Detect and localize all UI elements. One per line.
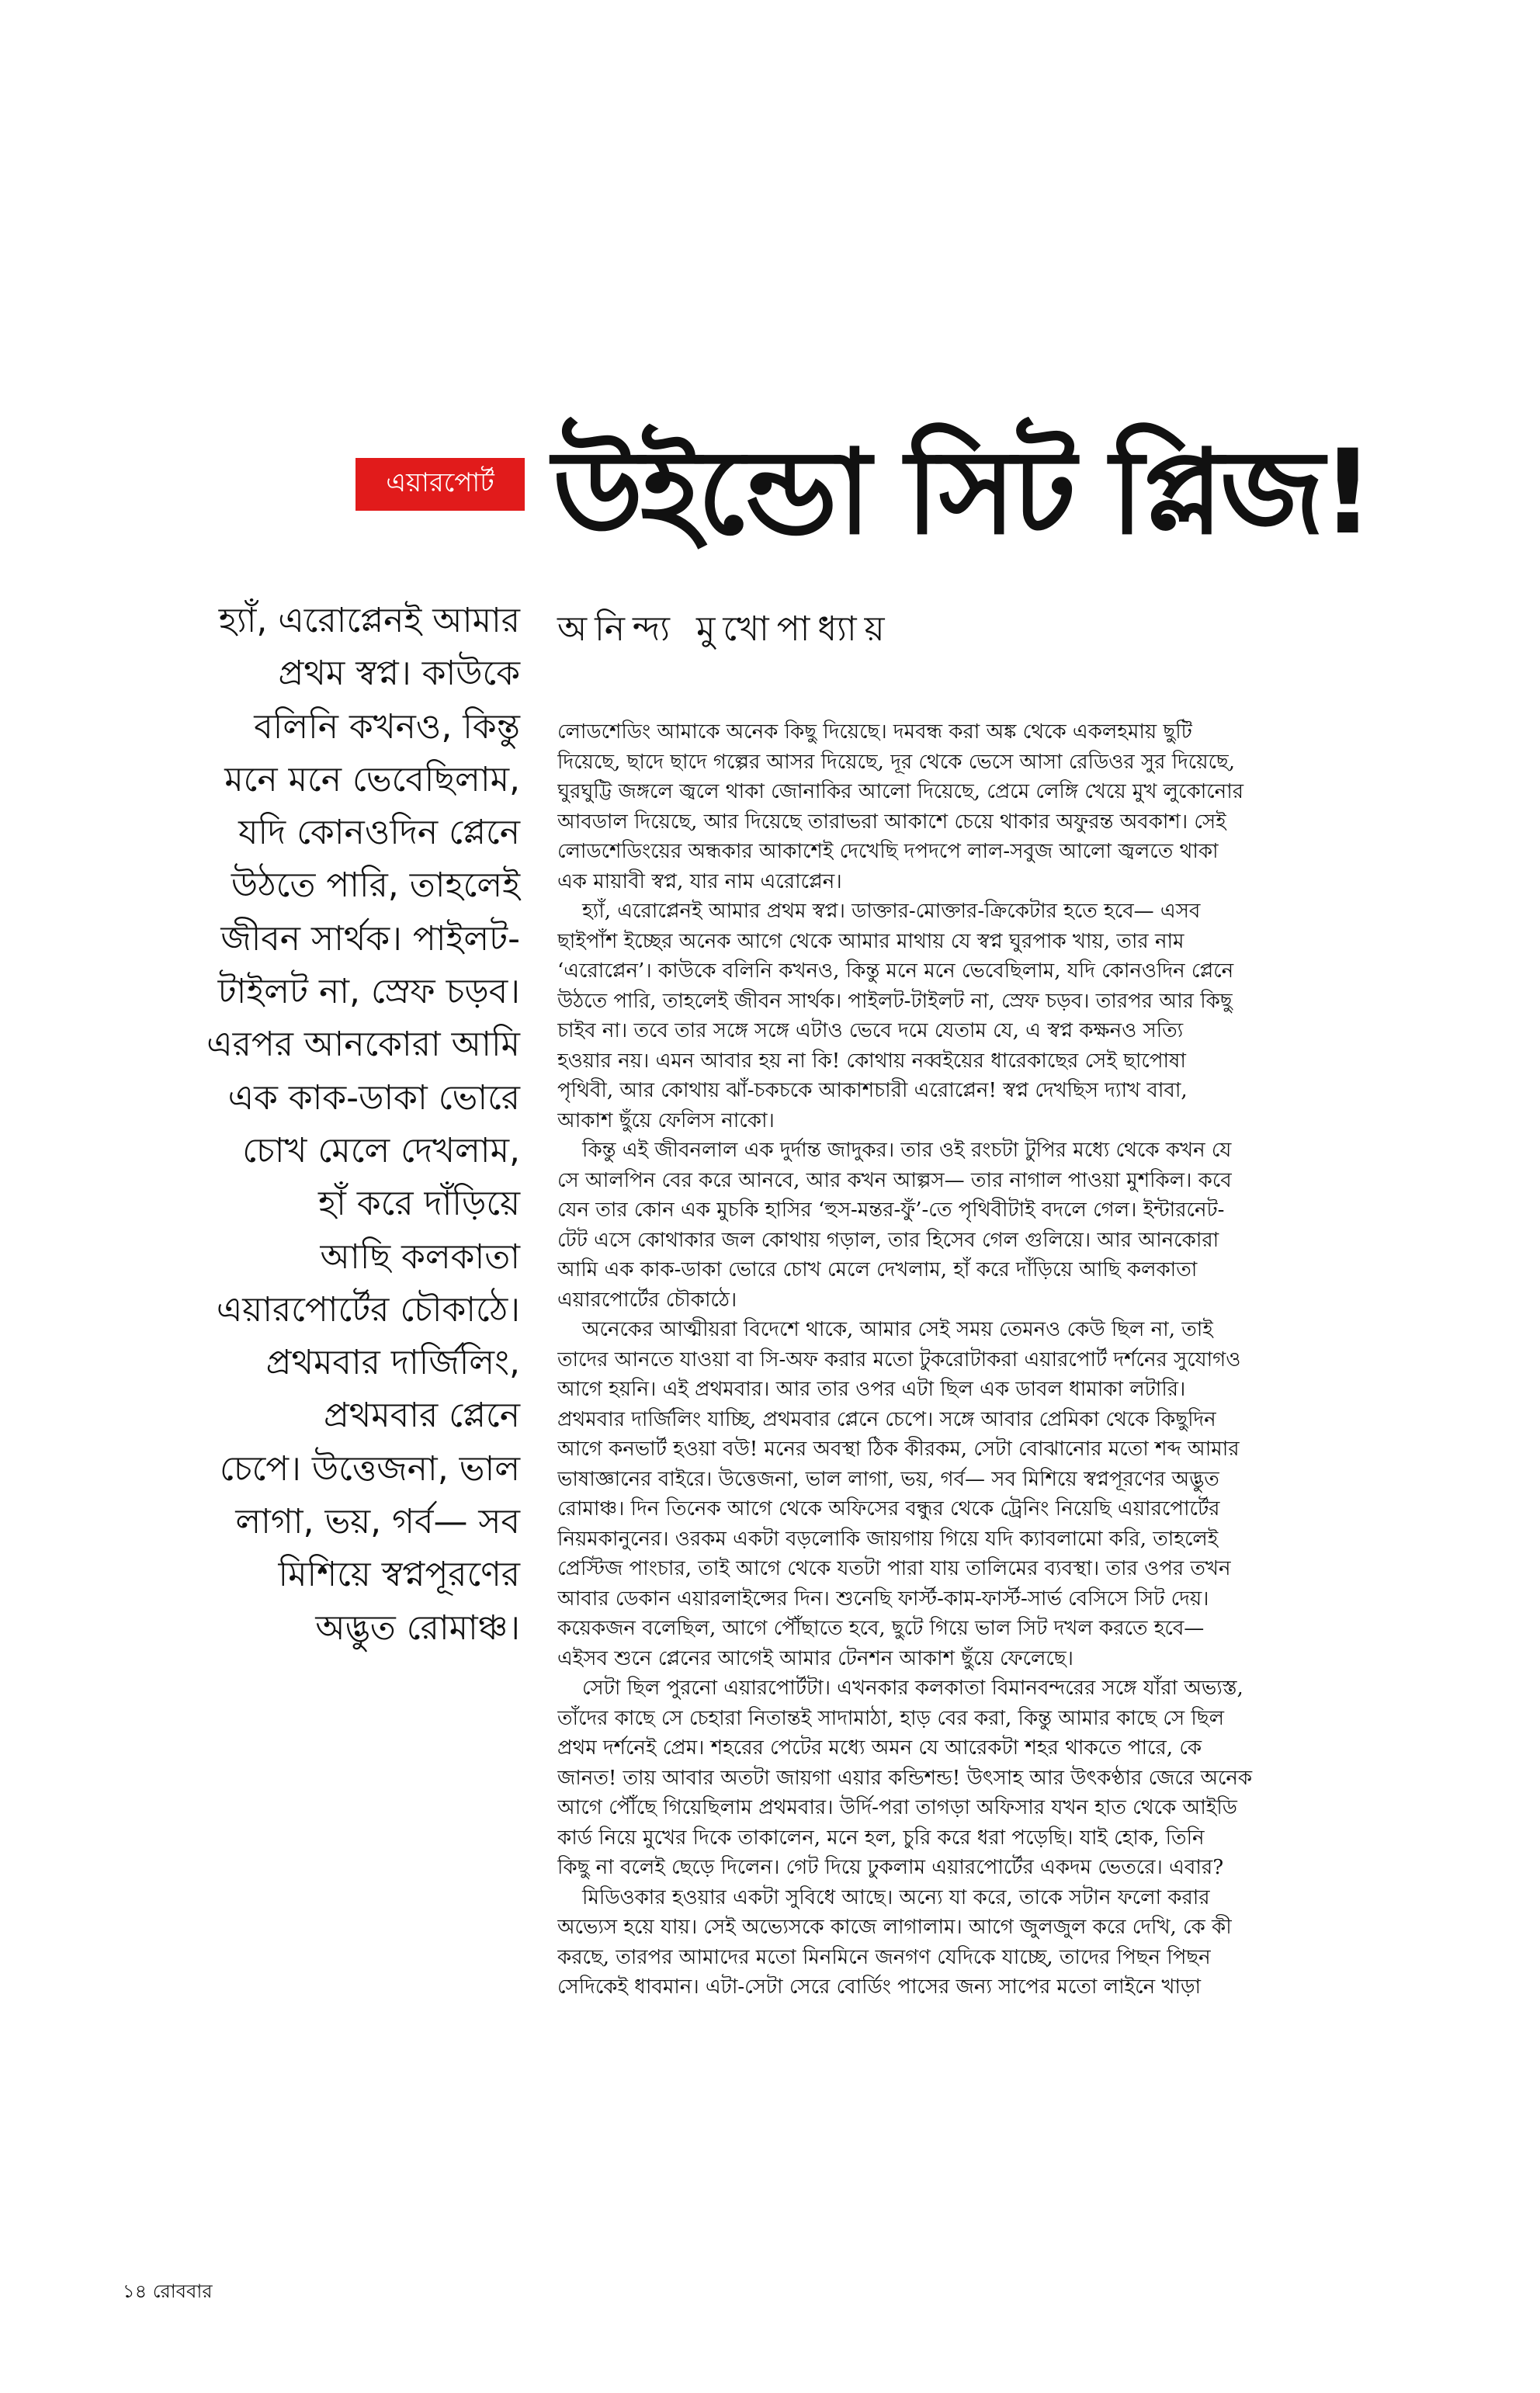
pull-quote-line: টাইলট না, স্রেফ চড়ব।: [217, 972, 520, 1012]
article-line: কিন্তু এই জীবনলাল এক দুর্দান্ত জাদুকর। তার ওই রংচটা টুপির মধ্যে থেকে কখন যে: [582, 1139, 1232, 1162]
article-line: টেট এসে কোথাকার জল কোথায় গড়াল, তার হিসেব গেল গুলিয়ে। আর আনকোরা: [557, 1228, 1219, 1252]
pull-quote-line: আছি কলকাতা: [320, 1236, 520, 1277]
article-line: আগে কনভার্ট হওয়া বউ! মনের অবস্থা ঠিক কীরকম, সেটা বোঝানোর মতো শব্দ আমার: [557, 1438, 1240, 1461]
article-line: প্রথমবার দার্জিলিং যাচ্ছি, প্রথমবার প্লেনে চেপে। সঙ্গে আবার প্রেমিকা থেকে কিছুদিন: [557, 1407, 1216, 1431]
pull-quote-line: হাঁ করে দাঁড়িয়ে: [318, 1184, 520, 1224]
pull-quote-line: হ্যাঁ, এরোপ্লেনই আমার: [218, 601, 520, 640]
byline: অনিন্দ্য মুখোপাধ্যায়: [557, 609, 893, 649]
article-line: তাঁদের কাছে সে চেহারা নিতান্তই সাদামাঠা, হাড় বের করা, কিন্তু আমার কাছে সে ছিল: [557, 1706, 1224, 1730]
article-line: লোডশেডিংয়ের অন্ধকার আকাশেই দেখেছি দপদপে লাল-সবুজ আলো জ্বলতে থাকা: [557, 840, 1219, 863]
article-line: আগে পৌঁছে গিয়েছিলাম প্রথমবার। উর্দি-পরা তাগড়া অফিসার যখন হাত থেকে আইডি: [557, 1796, 1237, 1819]
page-folio: ১৪ রোববার: [123, 2280, 213, 2302]
article-line: কিছু না বলেই ছেড়ে দিলেন। গেট দিয়ে ঢুকলাম এয়ারপোর্টের একদম ভেতরে। এবার?: [557, 1856, 1224, 1879]
article-line: করছে, তারপর আমাদের মতো মিনমিনে জনগণ যেদিকে যাচ্ছে, তাদের পিছন পিছন: [557, 1945, 1211, 1969]
article-line: অনেকের আত্মীয়রা বিদেশে থাকে, আমার সেই সময় তেমনও কেউ ছিল না, তাই: [582, 1318, 1213, 1341]
article-line: প্রেস্টিজ পাংচার, তাই আগে থেকে যতটা পারা যায় তালিমের ব্যবস্থা। তার ওপর তখন: [557, 1557, 1231, 1580]
article-line: জানত! তায় আবার অতটা জায়গা এয়ার কন্ডিশন্ড! উৎসাহ আর উৎকণ্ঠার জেরে অনেক: [557, 1766, 1253, 1790]
article-line: এক মায়াবী স্বপ্ন, যার নাম এরোপ্লেন।: [557, 869, 842, 893]
article-line: সেটা ছিল পুরনো এয়ারপোর্টটা। এখনকার কলকাতা বিমানবন্দরের সঙ্গে যাঁরা অভ্যস্ত,: [582, 1677, 1243, 1700]
article-line: হ্যাঁ, এরোপ্লেনই আমার প্রথম স্বপ্ন। ডাক্তার-মোক্তার-ক্রিকেটার হতে হবে— এসব: [582, 900, 1201, 923]
article-line: সে আলপিন বের করে আনবে, আর কখন আল্পস— তার নাগাল পাওয়া মুশকিল। কবে: [557, 1168, 1232, 1192]
pull-quote-line: প্রথমবার দার্জিলিং,: [265, 1343, 520, 1383]
pull-quote-line: লাগা, ভয়, গর্ব— সব: [235, 1502, 520, 1542]
article-line: সেদিকেই ধাবমান। এটা-সেটা সেরে বোর্ডিং পাসের জন্য সাপের মতো লাইনে খাড়া: [557, 1975, 1202, 1999]
article-line: আকাশ ছুঁয়ে ফেলিস নাকো।: [557, 1108, 775, 1132]
article-line: চাইব না। তবে তার সঙ্গে সঙ্গে এটাও ভেবে দমে যেতাম যে, এ স্বপ্ন কক্ষনও সত্যি: [557, 1019, 1184, 1042]
pull-quote-line: চেপে। উত্তেজনা, ভাল: [220, 1448, 520, 1489]
article-line: ভাষাজ্ঞানের বাইরে। উত্তেজনা, ভাল লাগা, ভয়, গর্ব— সব মিশিয়ে স্বপ্নপূরণের অদ্ভুত: [557, 1467, 1219, 1491]
article-line: মিডিওকার হওয়ার একটা সুবিধে আছে। অন্যে যা করে, তাকে সটান ফলো করার: [582, 1885, 1210, 1909]
pull-quote-line: মিশিয়ে স্বপ্নপূরণের: [278, 1555, 520, 1595]
article-line: এয়ারপোর্টের চৌকাঠে।: [557, 1288, 737, 1312]
section-tag: এয়ারপোর্ট: [356, 458, 525, 511]
article-line: পৃথিবী, আর কোথায় ঝাঁ-চকচকে আকাশচারী এরোপ্লেন! স্বপ্ন দেখছিস দ্যাখ বাবা,: [557, 1079, 1188, 1102]
article-line: উঠতে পারি, তাহলেই জীবন সার্থক। পাইলট-টাইলট না, স্রেফ চড়ব। তারপর আর কিছু: [557, 989, 1233, 1013]
pull-quote-line: প্রথম স্বপ্ন। কাউকে: [278, 654, 520, 694]
article-line: কার্ড নিয়ে মুখের দিকে তাকালেন, মনে হল, চুরি করে ধরা পড়েছি। যাই হোক, তিনি: [557, 1826, 1205, 1850]
article-line: প্রথম দর্শনেই প্রেম। শহরের পেটের মধ্যে অমন যে আরেকটা শহর থাকতে পারে, কে: [557, 1736, 1202, 1760]
article-line: হওয়ার নয়। এমন আবার হয় না কি! কোথায় নব্বইয়ের ধারেকাছের সেই ছাপোষা: [557, 1049, 1186, 1073]
article-line: তাদের আনতে যাওয়া বা সি-অফ করার মতো টুকরোটাকরা এয়ারপোর্ট দর্শনের সুযোগও: [557, 1347, 1241, 1372]
pull-quote-line: অদ্ভুত রোমাঞ্চ।: [315, 1607, 520, 1648]
pull-quote-line: উঠতে পারি, তাহলেই: [231, 865, 520, 906]
article-line: আবডাল দিয়েছে, আর দিয়েছে তারাভরা আকাশে চেয়ে থাকার অফুরন্ত অবকাশ। সেই: [557, 810, 1226, 834]
pull-quote-line: এক কাক-ডাকা ভোরে: [227, 1077, 520, 1118]
pull-quote-line: মনে মনে ভেবেছিলাম,: [224, 759, 520, 799]
article-line: অভ্যেস হয়ে যায়। সেই অভ্যেসকে কাজে লাগালাম। আগে জুলজুল করে দেখি, কে কী: [557, 1916, 1232, 1939]
headline: উইন্ডো সিট প্লিজ!: [553, 425, 1372, 560]
article-line: লোডশেডিং আমাকে অনেক কিছু দিয়েছে। দমবন্ধ করা অঙ্ক থেকে একলহমায় ছুটি: [557, 720, 1192, 744]
pull-quote-line: এরপর আনকোরা আমি: [206, 1025, 520, 1065]
article-line: এইসব শুনে প্লেনের আগেই আমার টেনশন আকাশ ছুঁয়ে ফেলেছে।: [557, 1646, 1073, 1670]
article-line: যেন তার কোন এক মুচকি হাসির ‘হুস-মন্তর-ফুঁ’-তে পৃথিবীটাই বদলে গেল। ইন্টারনেট-: [557, 1198, 1225, 1222]
article-line: ‘এরোপ্লেন’। কাউকে বলিনি কখনও, কিন্তু মনে মনে ভেবেছিলাম, যদি কোনওদিন প্লেনে: [557, 959, 1234, 983]
pull-quote-line: চোখ মেলে দেখলাম,: [242, 1130, 520, 1170]
pull-quote-line: প্রথমবার প্লেনে: [323, 1396, 520, 1436]
pull-quote-line: যদি কোনওদিন প্লেনে: [238, 813, 520, 853]
article-body: [557, 717, 1369, 2003]
pull-quote-line: বলিনি কখনও, কিন্তু: [254, 706, 520, 747]
article-line: রোমাঞ্চ। দিন তিনেক আগে থেকে অফিসের বন্ধুর থেকে ট্রেনিং নিয়েছি এয়ারপোর্টের: [557, 1497, 1220, 1521]
pull-quote-line: এয়ারপোর্টের চৌকাঠে।: [216, 1289, 520, 1330]
article-line: আগে হয়নি। এই প্রথমবার। আর তার ওপর এটা ছিল এক ডাবল ধামাকা লটারি।: [557, 1378, 1186, 1401]
article-line: নিয়মকানুনের। ওরকম একটা বড়লোকি জায়গায় গিয়ে যদি ক্যাবলামো করি, তাহলেই: [557, 1527, 1219, 1551]
pull-quote-line: জীবন সার্থক। পাইলট-: [220, 918, 520, 959]
article-line: দিয়েছে, ছাদে ছাদে গল্পের আসর দিয়েছে, দূর থেকে ভেসে আসা রেডিওর সুর দিয়েছে,: [557, 750, 1236, 774]
article-line: কয়েকজন বলেছিল, আগে পৌঁছাতে হবে, ছুটে গিয়ে ভাল সিট দখল করতে হবে—: [557, 1617, 1205, 1640]
article-line: আবার ডেকান এয়ারলাইন্সের দিন। শুনেছি ফার্স্ট-কাম-ফার্স্ট-সার্ভ বেসিসে সিট দেয়।: [557, 1587, 1209, 1611]
article-line: আমি এক কাক-ডাকা ভোরে চোখ মেলে দেখলাম, হাঁ করে দাঁড়িয়ে আছি কলকাতা: [557, 1258, 1198, 1281]
article-line: ঘুরঘুট্টি জঙ্গলে জ্বলে থাকা জোনাকির আলো দিয়েছে, প্রেমে লেঙ্গি খেয়ে মুখ লুকোনোর: [557, 780, 1244, 803]
pull-quote: [116, 595, 520, 1655]
article-line: ছাইপাঁশ ইচ্ছের অনেক আগে থেকে আমার মাথায় যে স্বপ্ন ঘুরপাক খায়, তার নাম: [557, 929, 1184, 953]
